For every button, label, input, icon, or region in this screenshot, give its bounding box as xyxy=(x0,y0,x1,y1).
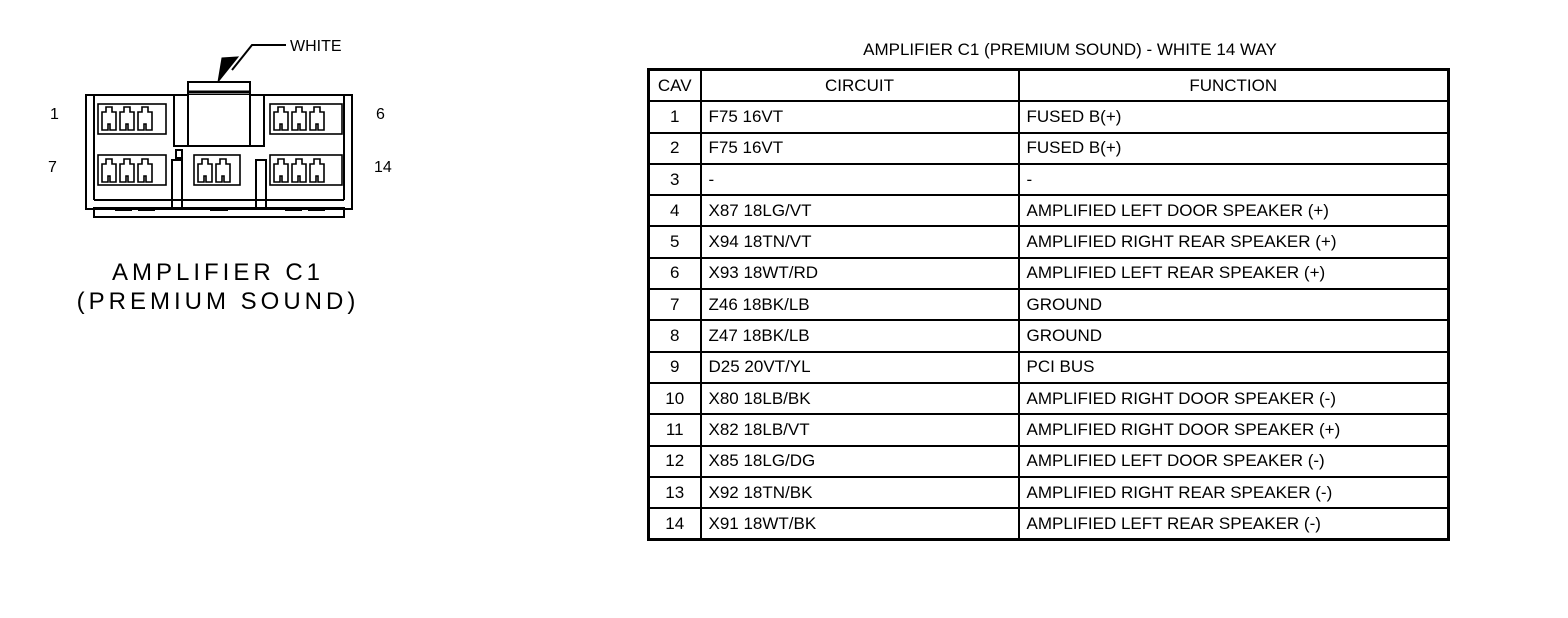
cavity xyxy=(138,159,152,182)
cavity xyxy=(120,107,134,130)
table-title: AMPLIFIER C1 (PREMIUM SOUND) - WHITE 14 WAY xyxy=(863,40,1277,59)
header-circuit: CIRCUIT xyxy=(701,70,1019,102)
table-row xyxy=(649,477,1449,508)
connector-caption-line1: AMPLIFIER C1 xyxy=(111,259,325,286)
cell-cav: 6 xyxy=(649,258,701,289)
table-row xyxy=(649,414,1449,445)
cavity xyxy=(198,159,212,182)
cell-cav: 11 xyxy=(649,414,701,445)
cell-circuit: X82 18LB/VT xyxy=(701,414,1019,445)
cell-function: GROUND xyxy=(1019,289,1449,320)
cell-function: AMPLIFIED RIGHT DOOR SPEAKER (-) xyxy=(1019,383,1449,414)
cell-function: FUSED B(+) xyxy=(1019,133,1449,164)
cell-function: AMPLIFIED LEFT REAR SPEAKER (+) xyxy=(1019,258,1449,289)
cavity xyxy=(216,159,230,182)
cell-circuit: F75 16VT xyxy=(701,133,1019,164)
table-row xyxy=(649,320,1449,351)
cavity xyxy=(274,107,288,130)
white-pointer-arrow xyxy=(218,45,286,82)
table-header-row xyxy=(649,70,1449,102)
cell-circuit: X80 18LB/BK xyxy=(701,383,1019,414)
cavity xyxy=(102,107,116,130)
cavity xyxy=(102,159,116,182)
cell-function: AMPLIFIED RIGHT REAR SPEAKER (+) xyxy=(1019,226,1449,257)
pin-label-bottom-left: 7 xyxy=(48,159,57,176)
cell-circuit: D25 20VT/YL xyxy=(701,352,1019,383)
cell-cav: 5 xyxy=(649,226,701,257)
cell-cav: 10 xyxy=(649,383,701,414)
cell-function: AMPLIFIED LEFT REAR SPEAKER (-) xyxy=(1019,508,1449,540)
cell-function: AMPLIFIED LEFT DOOR SPEAKER (+) xyxy=(1019,195,1449,226)
pin-label-top-right: 6 xyxy=(376,106,385,123)
pin-label-bottom-right: 14 xyxy=(374,159,392,176)
cell-function: AMPLIFIED RIGHT DOOR SPEAKER (+) xyxy=(1019,414,1449,445)
pinout-table xyxy=(647,68,1450,541)
cavity xyxy=(292,107,306,130)
connector-body xyxy=(86,82,352,217)
cavity xyxy=(274,159,288,182)
cavity xyxy=(120,159,134,182)
cell-cav: 12 xyxy=(649,446,701,477)
cell-function: AMPLIFIED LEFT DOOR SPEAKER (-) xyxy=(1019,446,1449,477)
table-row xyxy=(649,446,1449,477)
cell-function: GROUND xyxy=(1019,320,1449,351)
cell-circuit: X92 18TN/BK xyxy=(701,477,1019,508)
cell-circuit: Z46 18BK/LB xyxy=(701,289,1019,320)
cell-function: - xyxy=(1019,164,1449,195)
table-row xyxy=(649,508,1449,540)
table-row xyxy=(649,226,1449,257)
cell-cav: 2 xyxy=(649,133,701,164)
table-row xyxy=(649,164,1449,195)
cell-cav: 4 xyxy=(649,195,701,226)
cell-circuit: X93 18WT/RD xyxy=(701,258,1019,289)
cell-function: PCI BUS xyxy=(1019,352,1449,383)
pointer-label: WHITE xyxy=(290,38,342,55)
cell-cav: 9 xyxy=(649,352,701,383)
table-row xyxy=(649,383,1449,414)
cell-circuit: X91 18WT/BK xyxy=(701,508,1019,540)
cell-circuit: F75 16VT xyxy=(701,101,1019,132)
cell-cav: 3 xyxy=(649,164,701,195)
table-row xyxy=(649,289,1449,320)
connector-caption-line2: (PREMIUM SOUND) xyxy=(76,288,360,315)
cell-circuit: X94 18TN/VT xyxy=(701,226,1019,257)
table-row xyxy=(649,352,1449,383)
cell-function: AMPLIFIED RIGHT REAR SPEAKER (-) xyxy=(1019,477,1449,508)
cell-cav: 7 xyxy=(649,289,701,320)
cell-circuit: Z47 18BK/LB xyxy=(701,320,1019,351)
cell-circuit: - xyxy=(701,164,1019,195)
cell-cav: 13 xyxy=(649,477,701,508)
cavity xyxy=(310,159,324,182)
cavity xyxy=(310,107,324,130)
cell-circuit: X85 18LG/DG xyxy=(701,446,1019,477)
table-row xyxy=(649,101,1449,132)
cell-function: FUSED B(+) xyxy=(1019,101,1449,132)
cavity xyxy=(292,159,306,182)
header-function: FUNCTION xyxy=(1019,70,1449,102)
table-row xyxy=(649,258,1449,289)
cell-circuit: X87 18LG/VT xyxy=(701,195,1019,226)
pin-label-top-left: 1 xyxy=(50,106,59,123)
table-row xyxy=(649,133,1449,164)
cell-cav: 14 xyxy=(649,508,701,540)
cell-cav: 8 xyxy=(649,320,701,351)
cavity xyxy=(138,107,152,130)
cell-cav: 1 xyxy=(649,101,701,132)
table-row xyxy=(649,195,1449,226)
header-cav: CAV xyxy=(649,70,701,102)
